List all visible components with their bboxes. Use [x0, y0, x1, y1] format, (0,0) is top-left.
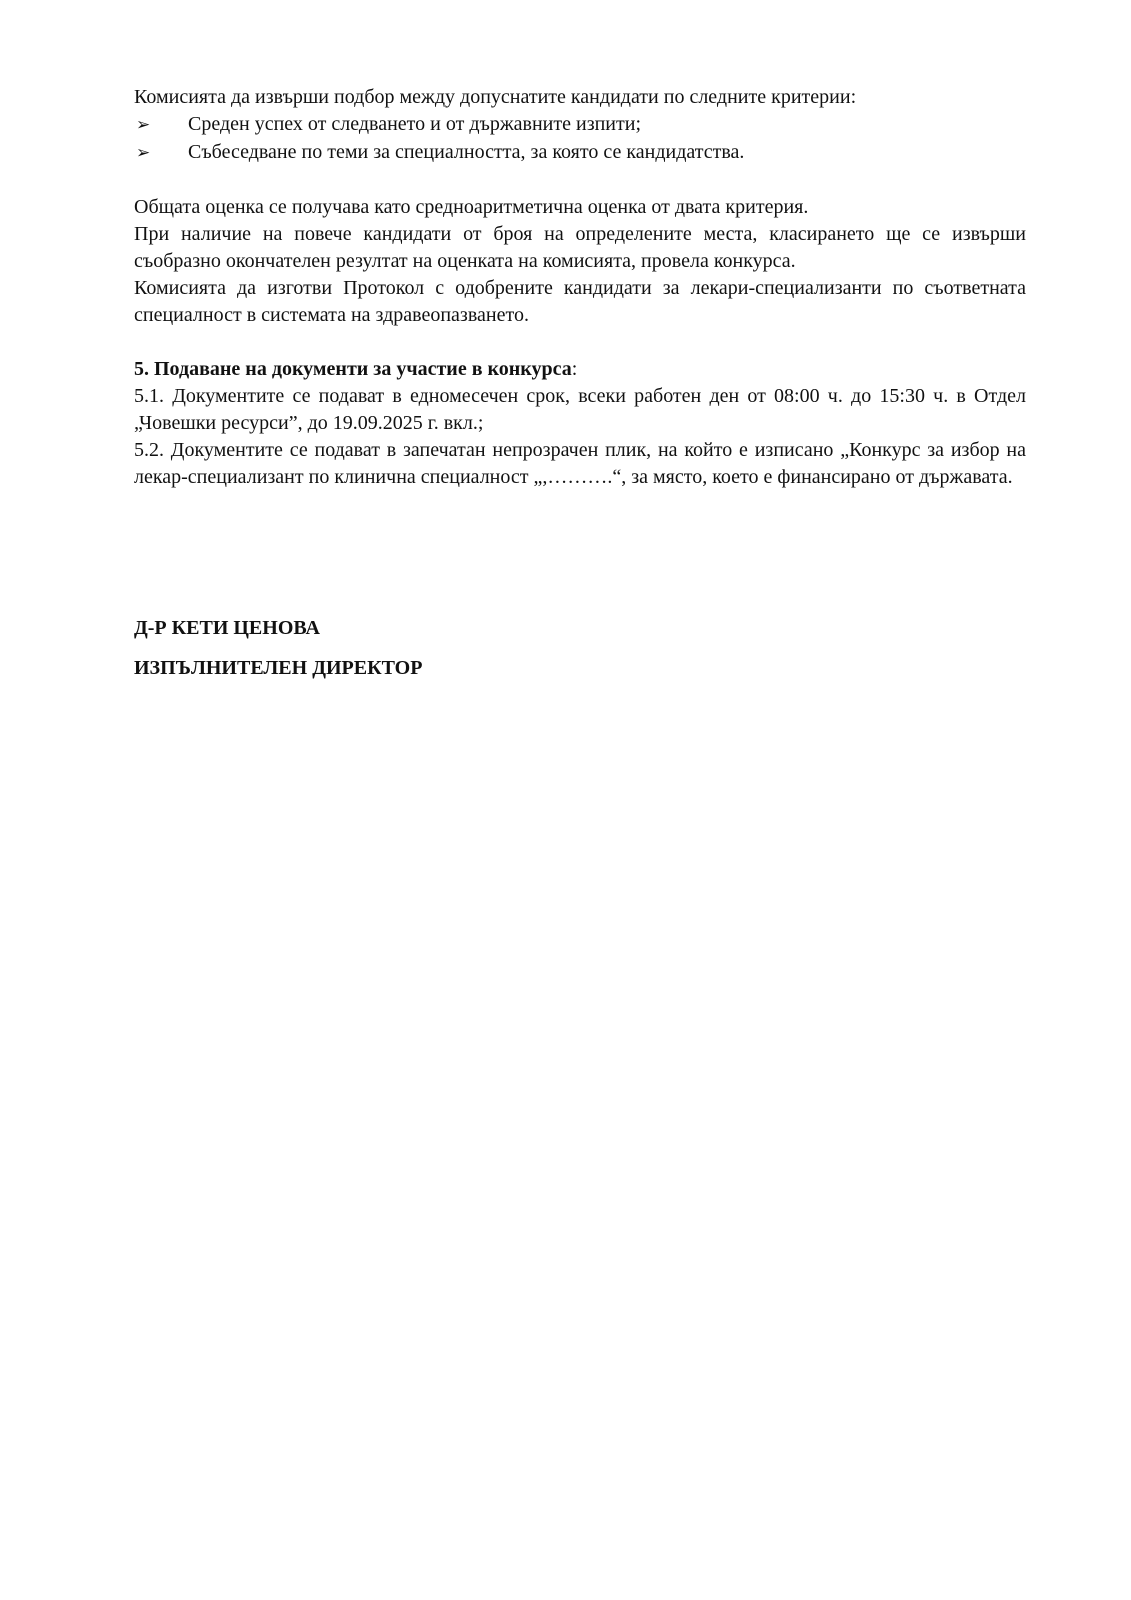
protocol-paragraph: Комисията да изготви Протокол с одобрените кандидати за лекари-специализанти по съответната специалност в системата на здравеопазването.: [134, 277, 1026, 326]
criteria-list: [134, 111, 1026, 167]
selection-intro: Комисията да извърши подбор между допуснатите кандидати по следните критерии:: [134, 86, 857, 108]
arrowhead-bullet-icon: ➢: [136, 143, 151, 163]
list-item: [134, 111, 1026, 139]
arrowhead-bullet-icon: ➢: [136, 115, 151, 135]
section-5-heading-line: [134, 356, 1026, 383]
ranking-paragraph: При наличие на повече кандидати от броя на определените места, класирането ще се извърши съобразно окончателен резултат на оценката на комисията, провела конкурса.: [134, 223, 1026, 272]
criterion-text: Среден успех от следването и от държавните изпити;: [188, 113, 642, 135]
signatory-name: Д-Р КЕТИ ЦЕНОВА: [134, 617, 320, 639]
spacer: [134, 329, 1026, 356]
item-5-1: 5.1. Документите се подават в едномесечен срок, всеки работен ден от 08:00 ч. до 15:30 ч. в Отдел „Човешки ресурси”, до 19.09.2025 г. вкл.;: [134, 385, 1026, 434]
criterion-text: Събеседване по теми за специалността, за която се кандидатства.: [188, 141, 745, 163]
spacer: [134, 167, 1026, 194]
item-5-2: 5.2. Документите се подават в запечатан непрозрачен плик, на който е изписано „Конкурс за избор на лекар-специализант по клинична специалност „,……….“, за място, което е финансирано от държавата.: [134, 439, 1026, 488]
list-item: [134, 139, 1026, 167]
signature-block: [134, 608, 422, 688]
section-5-heading: 5. Подаване на документи за участие в конкурса: [134, 358, 572, 380]
document-body: [134, 84, 1026, 491]
overall-score-paragraph: Общата оценка се получава като средноаритметична оценка от двата критерия.: [134, 196, 809, 218]
signatory-title: ИЗПЪЛНИТЕЛЕН ДИРЕКТОР: [134, 657, 423, 679]
heading-colon: :: [571, 358, 578, 380]
